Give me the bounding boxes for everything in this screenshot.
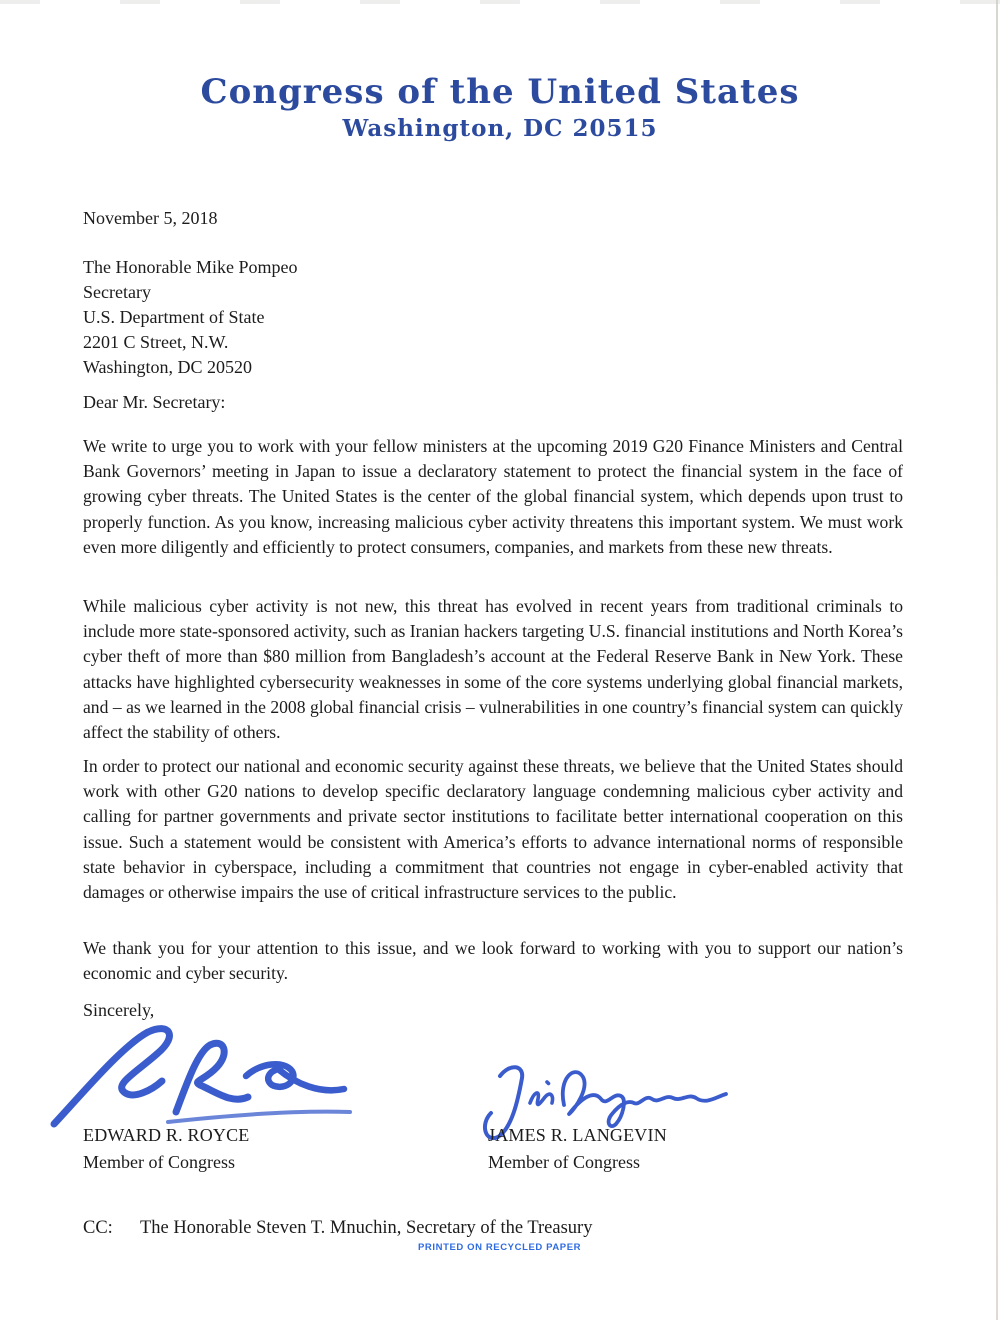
signer-langevin-title: Member of Congress xyxy=(488,1152,640,1172)
body-paragraph-1: We write to urge you to work with your fellow ministers at the upcoming 2019 G20 Finance Ministers and Central Bank Governors’ meeting in Japan to issue a declaratory statement to protect the financial system in the face of growing cyber threats. The United States is the center of the global financial system, which depends upon trust to properly function. As you know, increasing malicious cyber activity threatens this important system. We must work even more diligently and efficiently to protect consumers, companies, and markets from these new threats. xyxy=(83,436,903,557)
closing-salutation: Sincerely, xyxy=(83,1000,155,1020)
signer-royce-title: Member of Congress xyxy=(83,1152,235,1172)
recipient-address-block xyxy=(83,255,297,380)
cc-line xyxy=(83,1218,592,1239)
cc-recipient: The Honorable Steven T. Mnuchin, Secretary of the Treasury xyxy=(140,1218,593,1238)
scan-noise-artifact xyxy=(0,0,1000,4)
letterhead-city-zip: Washington, DC 20515 xyxy=(342,115,658,142)
royce-signature xyxy=(48,1022,358,1132)
letterhead-title: Congress of the United States xyxy=(200,72,800,112)
signer-langevin-name: JAMES R. LANGEVIN xyxy=(488,1125,667,1145)
signer-royce-name: EDWARD R. ROYCE xyxy=(83,1125,250,1145)
body-paragraph-3: In order to protect our national and economic security against these threats, we believe that the United States should work with other G20 nations to develop specific declaratory language condemning malicious cyber activity and calling for partner governments and private sector institutions to facilitate better international cooperation on this issue. Such a statement would be consistent with America’s efforts to advance international norms of responsible state behavior in cyberspace, including a commitment that countries not engage in cyber-enabled activity that damages or otherwise impairs the use of critical infrastructure services to the public. xyxy=(83,756,903,903)
recipient-name: The Honorable Mike Pompeo xyxy=(83,257,298,277)
recipient-org: U.S. Department of State xyxy=(83,307,265,327)
body-paragraph-2: While malicious cyber activity is not new, this threat has evolved in recent years from traditional criminals to include more state-sponsored activity, such as Iranian hackers targeting U.S. financial institutions and North Korea’s cyber theft of more than $80 million from Bangladesh’s account at the Federal Reserve Bank in New York. These attacks have highlighted cybersecurity weaknesses in some of the core systems underlying global financial markets, and – as we learned in the 2008 global financial crisis – vulnerabilities in one country’s financial system can quickly affect the stability of others. xyxy=(83,596,903,743)
recipient-street: 2201 C Street, N.W. xyxy=(83,332,229,352)
recycled-paper-note: PRINTED ON RECYCLED PAPER xyxy=(418,1242,582,1253)
scan-edge-artifact xyxy=(996,0,998,1320)
recipient-title: Secretary xyxy=(83,282,151,302)
signer-langevin-block xyxy=(488,1122,667,1176)
cc-label: CC: xyxy=(83,1218,113,1238)
letter-date: November 5, 2018 xyxy=(83,208,218,228)
recipient-city: Washington, DC 20520 xyxy=(83,357,253,377)
letterhead xyxy=(0,72,1000,142)
signer-royce-block xyxy=(83,1122,250,1176)
body-paragraph-4: We thank you for your attention to this issue, and we look forward to working with you to support our nation’s economic and cyber security. xyxy=(83,938,903,984)
salutation: Dear Mr. Secretary: xyxy=(83,392,226,412)
